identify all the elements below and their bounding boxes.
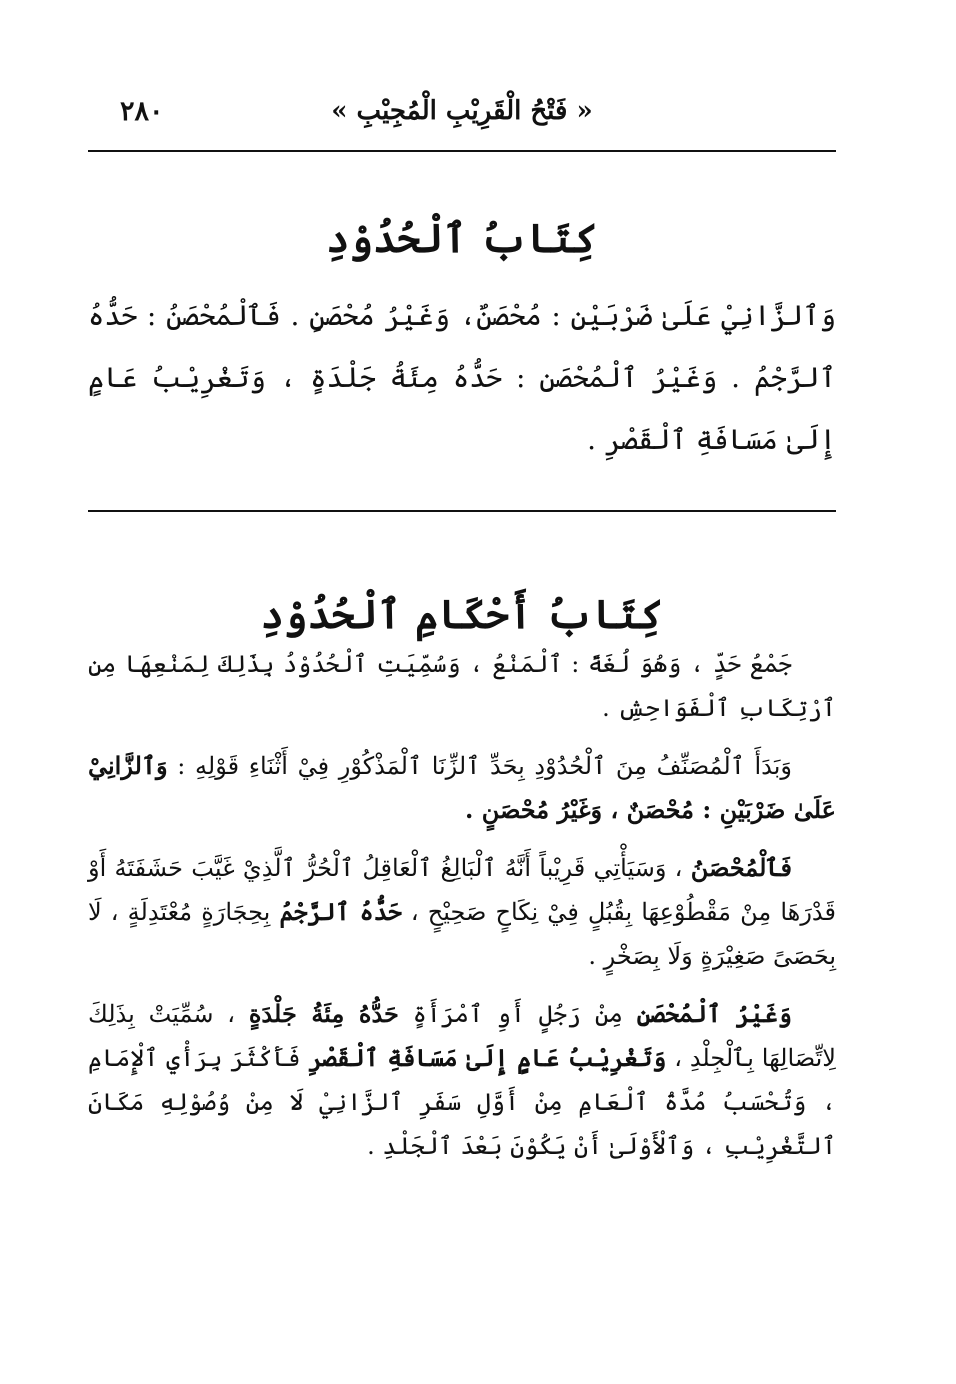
commentary-paragraph-3 — [88, 846, 836, 978]
p3-quoted-matn-2: حَدُّهُ ٱلرَّجْمُ — [279, 897, 402, 926]
chapter-title-hudud: كِتَابُ ٱلْحُدُوْدِ — [326, 214, 598, 262]
p4-text-1: مِنْ رَجُلٍ أَوِ ٱمْرَأَةٍ — [412, 1000, 623, 1028]
p3-text-1: ، وَسَيَأْتِي قَرِيْباً أَنَّهُ ٱلْبَالِغُ ٱلْعَاقِلُ ٱلْحُرُّ ٱلَّذِيْ غَيَّبَ حَشَفَتَهُ أَوْ قَدْرَهَا مِنْ مَقْطُوْعِهَا بِقُبُلٍ فِيْ نِكَاحٍ صَحِيْحٍ ، — [88, 854, 836, 926]
p3-text-2: بِحِجَارَةٍ مُعْتَدِلَةٍ ، لَا بِحَصَىً صَغِيْرَةٍ وَلَا بِصَخْرٍ . — [88, 898, 836, 970]
commentary — [88, 642, 836, 1182]
p4-quoted-matn-1: وَغَيْرُ ٱلْمُحْصَنِ — [636, 999, 792, 1028]
running-header — [88, 92, 836, 136]
commentary-paragraph-4 — [88, 992, 836, 1168]
p4-text-3: فَأَكْثَرَ بِرَأْيِ ٱلْإِمَامِ ، وَتُحْسَبُ مُدَّةُ ٱلْعَامِ مِنْ أَوَّلِ سَفَرِ ٱلزَّانِيْ لَا مِنْ وُصُوْلِهِ مَكَانَ ٱلتَّغْرِيْبِ ، وَٱلْأَوْلَىٰ أَنْ يَكُوْنَ بَعْدَ ٱلْجَلْدِ . — [88, 1044, 836, 1160]
p3-quoted-matn-1: فَٱلْمُحْصَنُ — [690, 853, 793, 882]
p4-quoted-matn-3: وَتَغْرِيْبُ عَامٍ إِلَىٰ مَسَافَةِ ٱلْقَصْرِ — [308, 1043, 667, 1072]
p1-text: جَمْعُ حَدٍّ ، وَهُوَ لُغَةً : ٱلْمَنْعُ ، وَسُمِّيَتِ ٱلْحُدُوْدُ بِذَلِكَ لِمَنْعِهَا مِنِ ٱرْتِكَابِ ٱلْفَوَاحِشِ . — [88, 650, 836, 722]
page-number: ٢٨٠ — [120, 96, 164, 127]
book-page — [88, 0, 836, 1384]
section-divider-rule — [88, 510, 836, 512]
header-rule — [88, 150, 836, 152]
p4-quoted-matn-2: حَدُّهُ مِئَةُ جَلْدَةٍ — [248, 999, 399, 1028]
p2-text: وَبَدَأَ ٱلْمُصَنِّفُ مِنَ ٱلْحُدُوْدِ بِحَدِّ ٱلزِّنَا ٱلْمَذْكُوْرِ فِيْ أَثْنَاءِ قَوْلِهِ : — [177, 752, 792, 780]
chapter-title-ahkam-hudud: كِتَابُ أَحْكَامِ ٱلْحُدُوْدِ — [260, 591, 664, 639]
commentary-paragraph-2 — [88, 744, 836, 832]
running-title: « فَتْحُ الْقَرِيْبِ الْمُجِيْبِ » — [331, 96, 593, 126]
commentary-paragraph-1 — [88, 642, 836, 730]
matn-text: وَٱلزَّانِيْ عَلَىٰ ضَرْبَيْنِ : مُحْصَنٌ، وَغَيْرُ مُحْصَنٍ . فَٱلْمُحْصَنُ : حَدُّهُ ٱلرَّجْمُ . وَغَيْرُ ٱلْمُحْصَنِ : حَدُّهُ مِئَةُ جَلْدَةٍ ، وَتَغْرِيْبُ عَامٍ إِلَىٰ مَسَافَةِ ٱلْقَصْرِ . — [88, 299, 836, 456]
p4-text-2: ، سُمِّيَتْ بِذَلِكَ لِاتِّصَالِهَا بِٱلْجِلْدِ ، — [88, 1000, 836, 1072]
p2-quoted-matn: وَٱلزَّانِيْ عَلَىٰ ضَرْبَيْنِ : مُحْصَنٌ ، وَغَيْرُ مُحْصَنٍ . — [88, 751, 836, 824]
